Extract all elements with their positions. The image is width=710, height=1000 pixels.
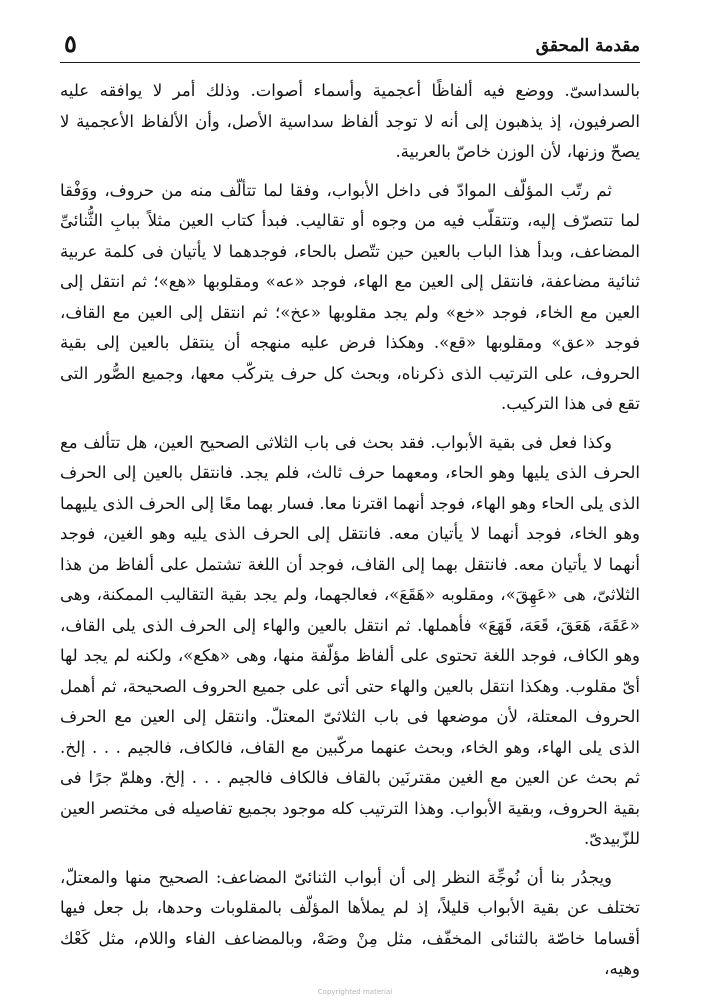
running-header <box>60 22 640 63</box>
paragraph-3: وكذا فعل فى بقية الأبواب. فقد بحث فى باب الثلاثى الصحيح العين، هل تتألف مع الحرف الذى يليها وهو الحاء، ومعهما حرف ثالث، فلم يجد. فانتقل بالعين إلى الحرف الذى يلى الحاء وهو الهاء، فوجد أنهما اقترنا معا. فسار بهما معًا إلى الحرف الذى يليهما وهو الخاء، فوجد أنهما لا يأتيان معه. فانتقل إلى الحرف الذى يليه وهو الغين، فوجد أنهما لا يأتيان معه. فانتقل بهما إلى القاف، فوجد أن اللغة تشتمل على ألفاظ من هذا الثلاثىّ، هى «عَهِقَ»، ومقلوبه «هَقَعَ»، فعالجهما، ولم يجد بقية التقاليب الممكنة، وهى «عَقَهَ، هَعَقَ، قَعَهَ، قَهَعَ» فأهملها. ثم انتقل بالعين والهاء إلى الحرف الذى يلى القاف، وهو الكاف، فوجد اللغة تحتوى على ألفاظ مؤلّفة منها، وهى «هكع»، ولكنه لم يجد لها أىّ مقلوب. وهكذا انتقل بالعين والهاء حتى أتى على جميع الحروف الصحيحة، ثم أهمل الحروف المعتلة، لأن موضعها فى باب الثلاثىّ المعتلّ. وانتقل إلى العين مع الحرف الذى يلى الهاء، وهو الخاء، وبحث عنهما مركّبين مع القاف، فالكاف، فالجيم . . . إلخ. ثم بحث عن العين مع الغين مقترنَين بالقاف فالكاف فالجيم . . . إلخ. وهلمّ جرًا فى بقية الحروف، وبقية الأبواب. وهذا الترتيب كله موجود بجميع تفاصيله فى مختصر العين للزّبيدىّ. <box>60 432 640 848</box>
paragraph-2: ثم رتّب المؤلّف الموادّ فى داخل الأبواب، وفقا لما تتألّف منه من حروف، ووَفْقا لما تتصرّف إليه، وتتقلّب فيه من وجوه أو تقاليب. فبدأ كتاب العين مثلاً ببابِ الثُّنائىِّ المضاعف، وبدأ هذا الباب بالعين حين تتّصل بالحاء، فوجدهما لا يأتيان فى كلمة عربية ثنائية مضاعفة، فانتقل إلى العين مع الهاء، فوجد «عه» ومقلوبها «هع»؛ ثم انتقل إلى العين مع الخاء، فوجد «خع» ولم يجد مقلوبها «عخ»؛ ثم انتقل إلى العين مع القاف، فوجد «عق» ومقلوبها «قع». وهكذا فرض عليه منهجه أن ينتقل بالعين إلى بقية الحروف، على الترتيب الذى ذكرناه، وبحث كل حرف يتركّب معها، وجميع الصُّور التى تقع فى هذا التركيب. <box>60 180 641 413</box>
page-number: ٥ <box>64 29 77 58</box>
body-text <box>60 76 640 993</box>
copyright-watermark: Copyrighted material <box>317 988 393 996</box>
paragraph-1: بالسداسىّ. ووضع فيه ألفاظًا أعجمية وأسماء أصوات. وذلك أمر لا يوافقه عليه الصرفيون، إذ يذهبون إلى أنه لا توجد ألفاظ سداسية الأصل، وأن الألفاظ الأعجمية لا يصحّ وزنها، لأن الوزن خاصّ بالعربية. <box>60 81 640 161</box>
running-title: مقدمة المحقق <box>535 36 640 56</box>
paragraph-4: ويجدُر بنا أن نُوجِّهَ النظر إلى أن أبواب الثنائىّ المضاعف: الصحيح منها والمعتلّ، تختلف عن بقية الأبواب قليلاً، إذ لم يملأها المؤلّف بالمقلوبات وحدها، بل جعل فيها أقساما خاصّة بالثنائى المخفّف، مثل مِنْ وصَهْ، وبالمضاعف الفاء واللام، مثل كَعْك وهيه، <box>60 867 640 978</box>
